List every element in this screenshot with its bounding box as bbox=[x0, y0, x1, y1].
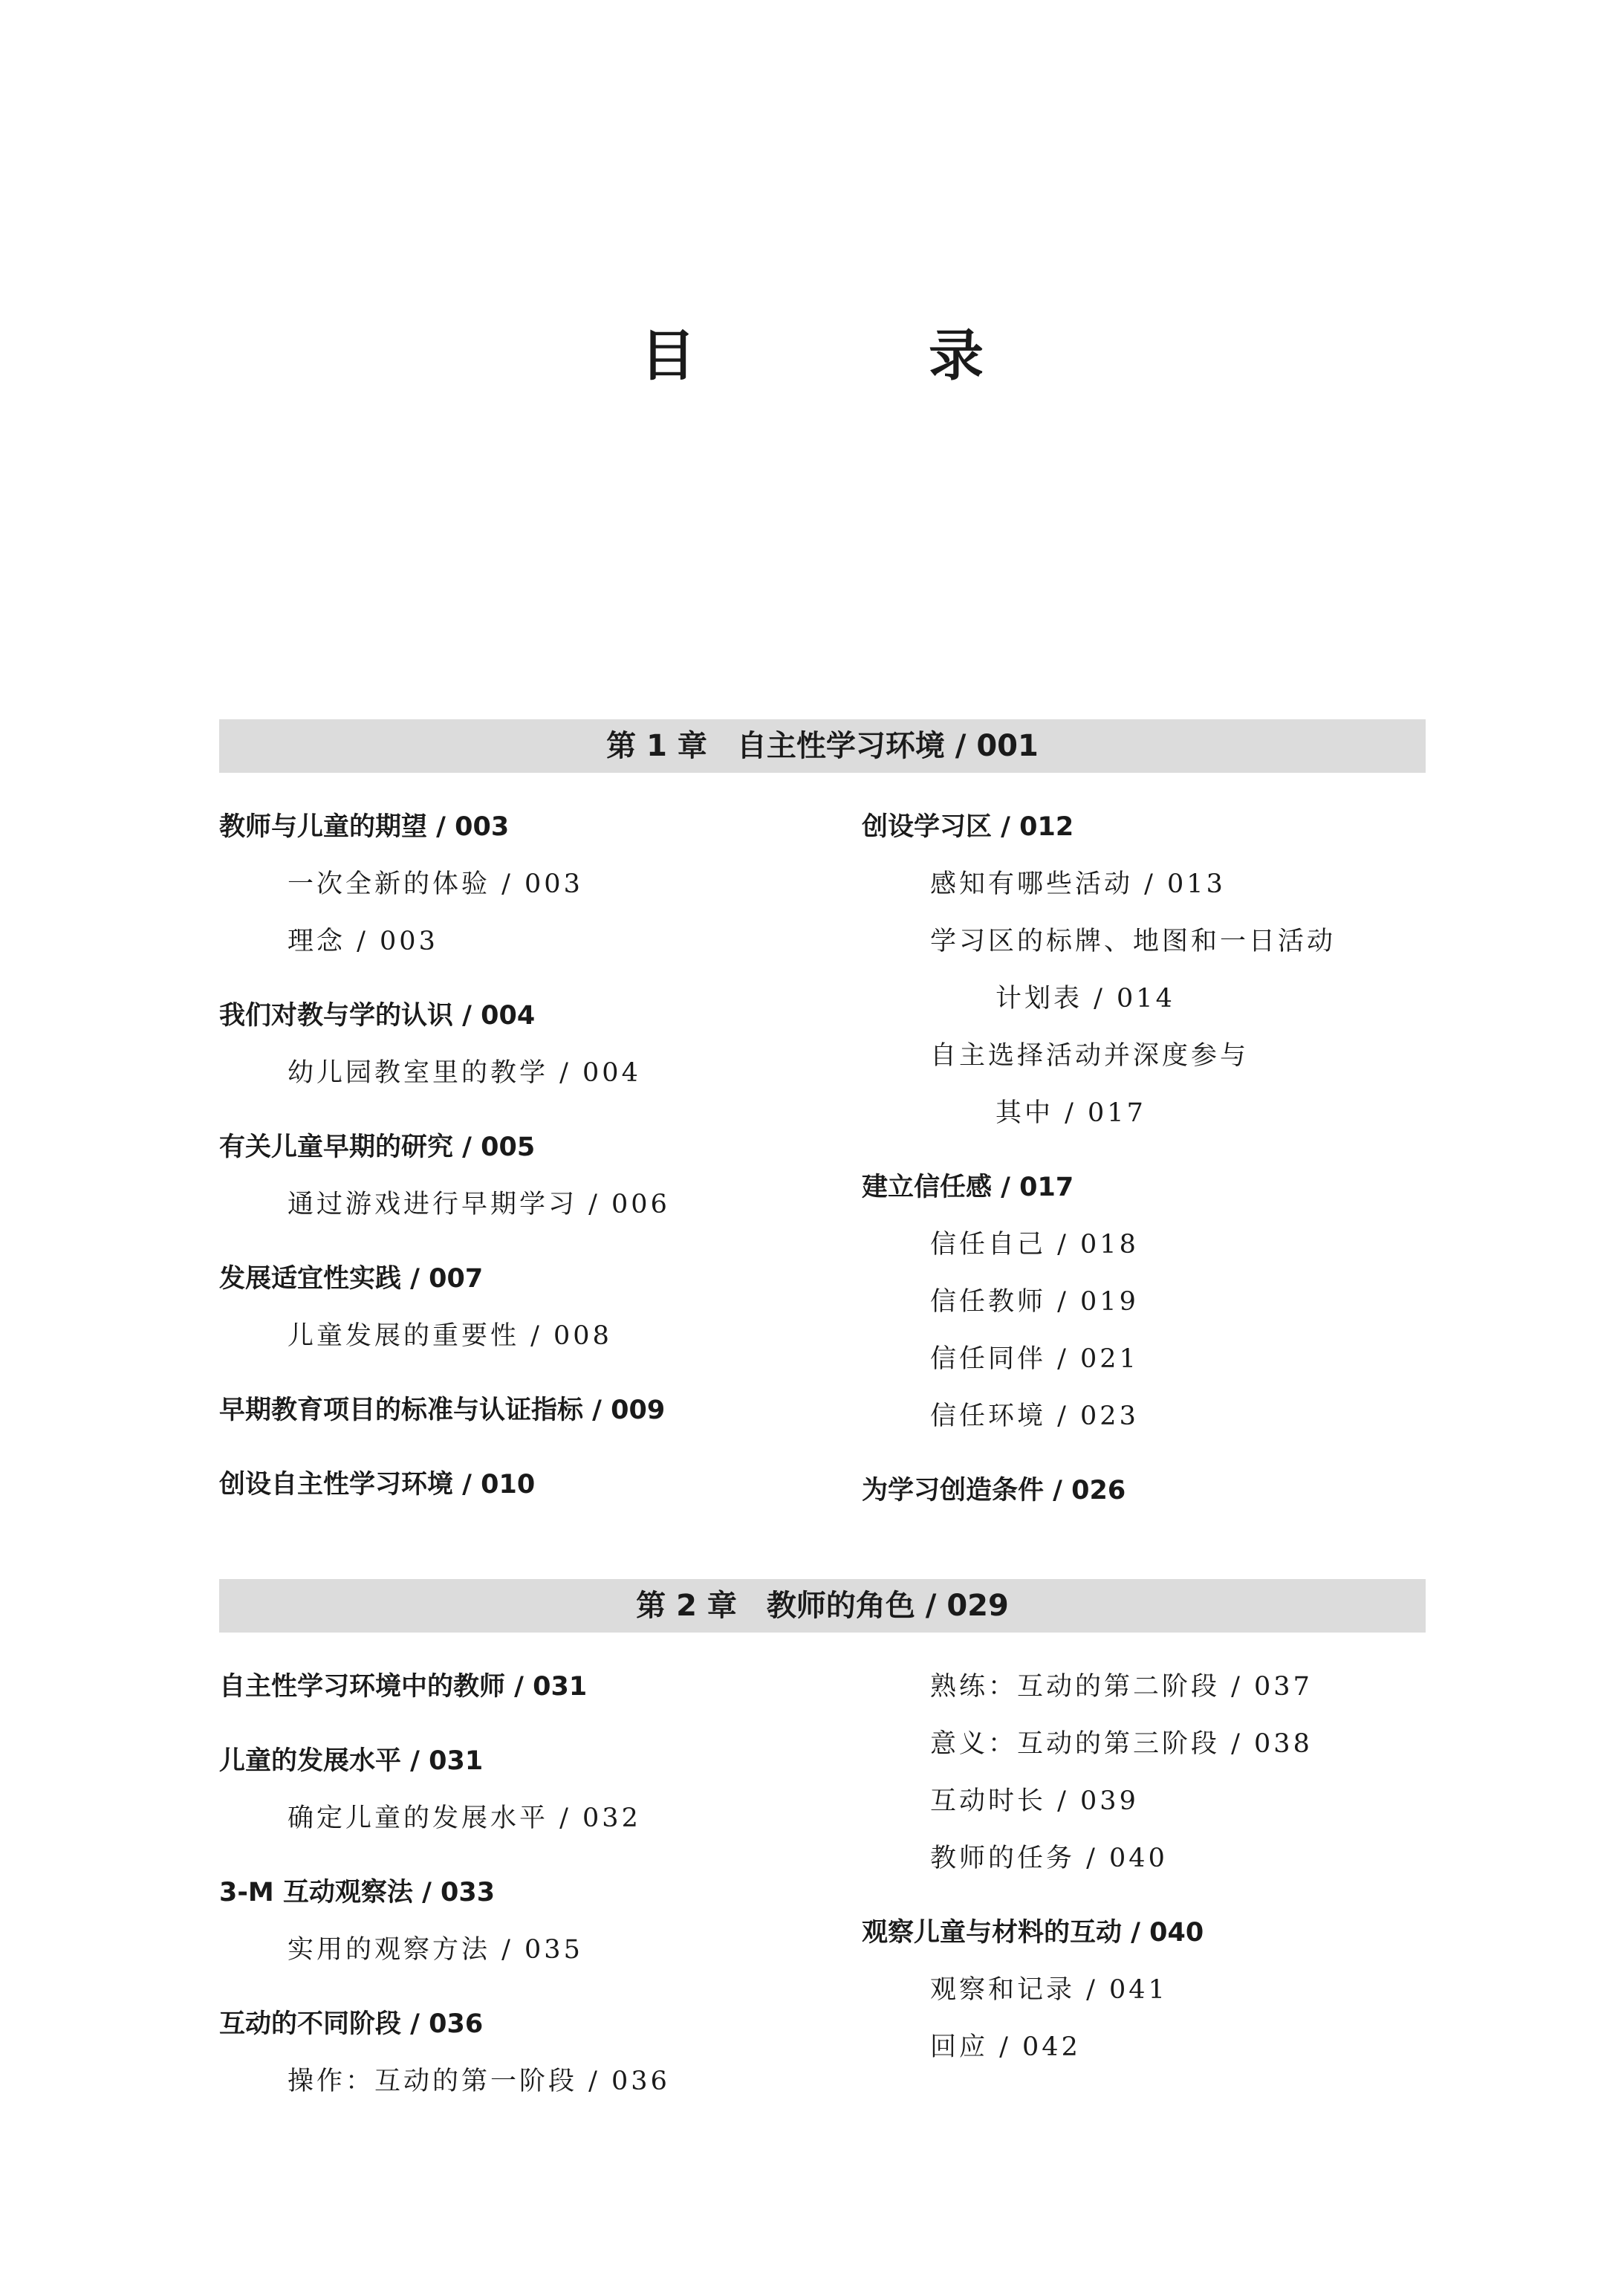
toc-section-entry[interactable]: 创设自主性学习环境 / 010 bbox=[219, 1470, 536, 1500]
toc-section-entry[interactable]: 我们对教与学的认识 / 004 bbox=[219, 1001, 536, 1031]
toc-section-entry[interactable]: 建立信任感 / 017 bbox=[862, 1173, 1074, 1202]
chapter-1-heading[interactable]: 第 1 章 自主性学习环境 / 001 bbox=[219, 719, 1426, 773]
toc-subsection-entry[interactable]: 回应 / 042 bbox=[930, 2032, 1081, 2062]
toc-subsection-entry[interactable]: 确定儿童的发展水平 / 032 bbox=[288, 1803, 641, 1833]
toc-subsection-entry[interactable]: 一次全新的体验 / 003 bbox=[288, 869, 583, 899]
toc-section-entry[interactable]: 互动的不同阶段 / 036 bbox=[219, 2009, 484, 2039]
toc-subsection-entry[interactable]: 自主选择活动并深度参与 bbox=[930, 1041, 1250, 1071]
toc-subsection-entry[interactable]: 熟练：互动的第二阶段 / 037 bbox=[930, 1672, 1313, 1702]
toc-subsection-entry[interactable]: 教师的任务 / 040 bbox=[930, 1844, 1168, 1873]
toc-subsection-entry[interactable]: 观察和记录 / 041 bbox=[930, 1975, 1168, 2005]
toc-section-entry[interactable]: 自主性学习环境中的教师 / 031 bbox=[219, 1672, 588, 1702]
toc-subsection-entry[interactable]: 操作：互动的第一阶段 / 036 bbox=[288, 2067, 670, 2096]
toc-subsection-entry[interactable]: 儿童发展的重要性 / 008 bbox=[288, 1321, 612, 1351]
toc-subsection-entry[interactable]: 计划表 / 014 bbox=[995, 984, 1175, 1014]
toc-section-entry[interactable]: 早期教育项目的标准与认证指标 / 009 bbox=[219, 1396, 666, 1425]
toc-section-entry[interactable]: 观察儿童与材料的互动 / 040 bbox=[862, 1918, 1204, 1948]
toc-subsection-entry[interactable]: 其中 / 017 bbox=[995, 1098, 1146, 1128]
toc-subsection-entry[interactable]: 感知有哪些活动 / 013 bbox=[930, 869, 1226, 899]
toc-section-entry[interactable]: 创设学习区 / 012 bbox=[862, 812, 1074, 842]
toc-subsection-entry[interactable]: 实用的观察方法 / 035 bbox=[288, 1935, 583, 1965]
toc-subsection-entry[interactable]: 信任同伴 / 021 bbox=[930, 1344, 1139, 1374]
toc-subsection-entry[interactable]: 信任环境 / 023 bbox=[930, 1401, 1139, 1431]
toc-subsection-entry[interactable]: 互动时长 / 039 bbox=[930, 1786, 1139, 1816]
toc-subsection-entry[interactable]: 通过游戏进行早期学习 / 006 bbox=[288, 1190, 670, 1219]
toc-section-entry[interactable]: 发展适宜性实践 / 007 bbox=[219, 1264, 484, 1294]
toc-subsection-entry[interactable]: 意义：互动的第三阶段 / 038 bbox=[930, 1729, 1313, 1759]
toc-subsection-entry[interactable]: 信任教师 / 019 bbox=[930, 1287, 1139, 1317]
toc-section-entry[interactable]: 有关儿童早期的研究 / 005 bbox=[219, 1132, 536, 1162]
toc-section-entry[interactable]: 为学习创造条件 / 026 bbox=[862, 1476, 1126, 1505]
toc-section-entry[interactable]: 3-M 互动观察法 / 033 bbox=[219, 1878, 496, 1907]
page-title: 目 录 bbox=[640, 324, 1073, 388]
toc-section-entry[interactable]: 儿童的发展水平 / 031 bbox=[219, 1746, 484, 1776]
toc-subsection-entry[interactable]: 幼儿园教室里的教学 / 004 bbox=[288, 1058, 641, 1088]
toc-subsection-entry[interactable]: 学习区的标牌、地图和一日活动 bbox=[930, 927, 1336, 956]
toc-subsection-entry[interactable]: 理念 / 003 bbox=[288, 927, 438, 956]
toc-section-entry[interactable]: 教师与儿童的期望 / 003 bbox=[219, 812, 510, 842]
chapter-2-heading[interactable]: 第 2 章 教师的角色 / 029 bbox=[219, 1579, 1426, 1633]
toc-subsection-entry[interactable]: 信任自己 / 018 bbox=[930, 1230, 1139, 1260]
